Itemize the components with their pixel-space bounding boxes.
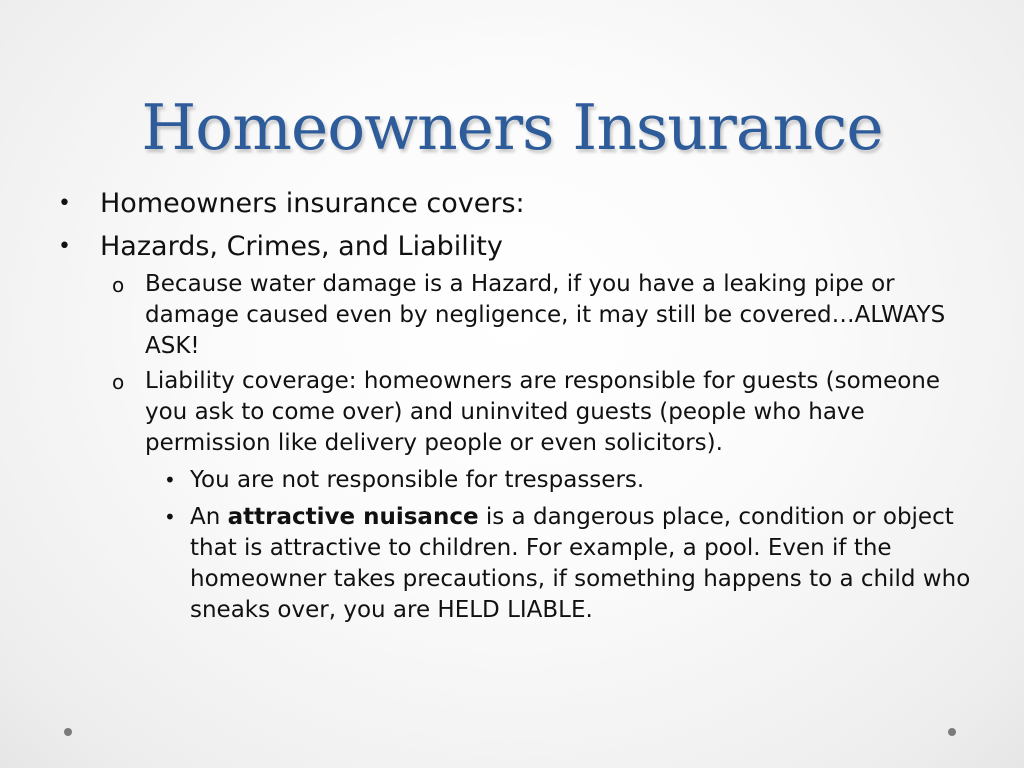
sub-bullet-text: Liability coverage: homeowners are responsible for guests (someone you ask to come over) and uninvited guests (people who have permission like delivery people or even solicitors). [145,368,941,456]
bullet-item [0,182,980,225]
sub-sub-bullet-item [0,465,975,496]
slide-title: Homeowners Insurance [141,91,883,164]
slide-decoration-dot-right [948,728,956,736]
slide-decoration-dot-left [64,728,72,736]
text-suffix: is a dangerous place, condition or object that is attractive to children. For example, a pool. Even if the homeowner takes precautions, if something happens to a child who sneaks over, you are HELD LIABLE. [190,504,971,623]
bullet-item [0,225,980,268]
sub-sub-bullet-marker: • [164,505,176,529]
bullet-text: Hazards, Crimes, and Liability [100,231,503,262]
sub-sub-bullet-text [190,504,970,623]
sub-bullet-item [0,269,955,362]
sub-bullet-text: Because water damage is a Hazard, if you have a leaking pipe or damage caused even by negligence, it may still be covered…ALWAYS ASK! [145,271,946,359]
sub-bullet-marker: o [112,370,125,394]
slide-content [0,182,1024,626]
sub-bullet-marker: o [112,273,125,297]
sub-sub-bullet-text: You are not responsible for trespassers. [190,467,645,493]
bold-term: attractive nuisance [227,504,479,530]
bullet-marker: • [58,234,71,259]
bullet-text: Homeowners insurance covers: [100,188,525,219]
sub-sub-bullet-item [0,502,975,626]
sub-sub-bullet-marker: • [164,468,176,492]
text-prefix: An [190,504,228,530]
bullet-marker: • [58,191,71,216]
sub-bullet-item [0,366,955,459]
